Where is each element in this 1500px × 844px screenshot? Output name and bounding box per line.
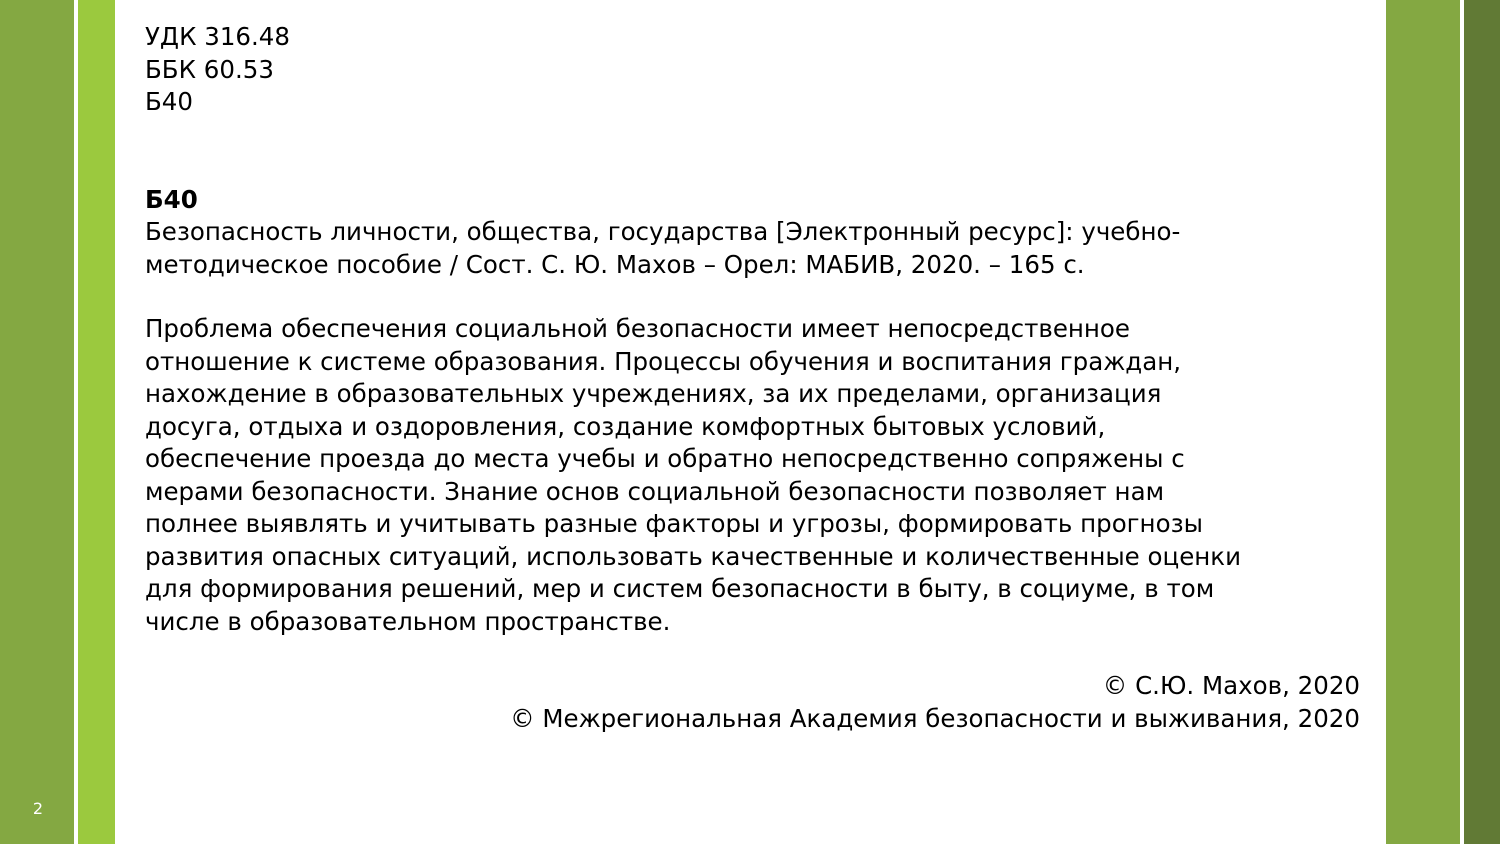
document-body (145, 21, 1360, 735)
right-decorative-band (1386, 0, 1460, 844)
left-decorative-band (0, 0, 74, 844)
abstract-line: Проблема обеспечения социальной безопасности имеет непосредственное (145, 314, 1130, 343)
citation-line: Безопасность личности, общества, государства [Электронный ресурс]: учебно- (145, 217, 1181, 246)
copyright-author: © С.Ю. Махов, 2020 (1102, 671, 1360, 700)
abstract-line: числе в образовательном пространстве. (145, 606, 671, 636)
abstract-line: обеспечение проезда до места учебы и обратно непосредственно сопряжены с (145, 444, 1185, 473)
abstract-line: полнее выявлять и учитывать разные факторы и угрозы, формировать прогнозы (145, 509, 1203, 538)
abstract-line: развития опасных ситуаций, использовать качественные и количественные оценки (145, 541, 1242, 571)
abstract-line: отношение к системе образования. Процессы обучения и воспитания граждан, (145, 346, 1182, 376)
author-mark: Б40 (145, 87, 193, 116)
abstract-paragraph (145, 313, 1360, 638)
abstract-line: нахождение в образовательных учреждениях, за их пределами, организация (145, 379, 1162, 408)
entry-code: Б40 (145, 184, 198, 214)
left-accent-band (78, 0, 115, 844)
right-accent-band (1464, 0, 1500, 844)
copyright-block (145, 670, 1360, 735)
classification-block (145, 21, 1360, 119)
page-number: 2 (32, 799, 44, 818)
abstract-line: мерами безопасности. Знание основ социальной безопасности позволяет нам (145, 476, 1165, 506)
udk-code: УДК 316.48 (145, 22, 290, 51)
copyright-academy: © Межрегиональная Академия безопасности и выживания, 2020 (510, 703, 1360, 733)
abstract-line: для формирования решений, мер и систем безопасности в быту, в социуме, в том (145, 574, 1215, 603)
citation-line: методическое пособие / Сост. С. Ю. Махов – Орел: МАБИВ, 2020. – 165 с. (145, 249, 1085, 279)
abstract-line: досуга, отдыха и оздоровления, создание комфортных бытовых условий, (145, 411, 1106, 441)
citation-block (145, 184, 1360, 282)
bbk-code: ББК 60.53 (145, 54, 274, 84)
